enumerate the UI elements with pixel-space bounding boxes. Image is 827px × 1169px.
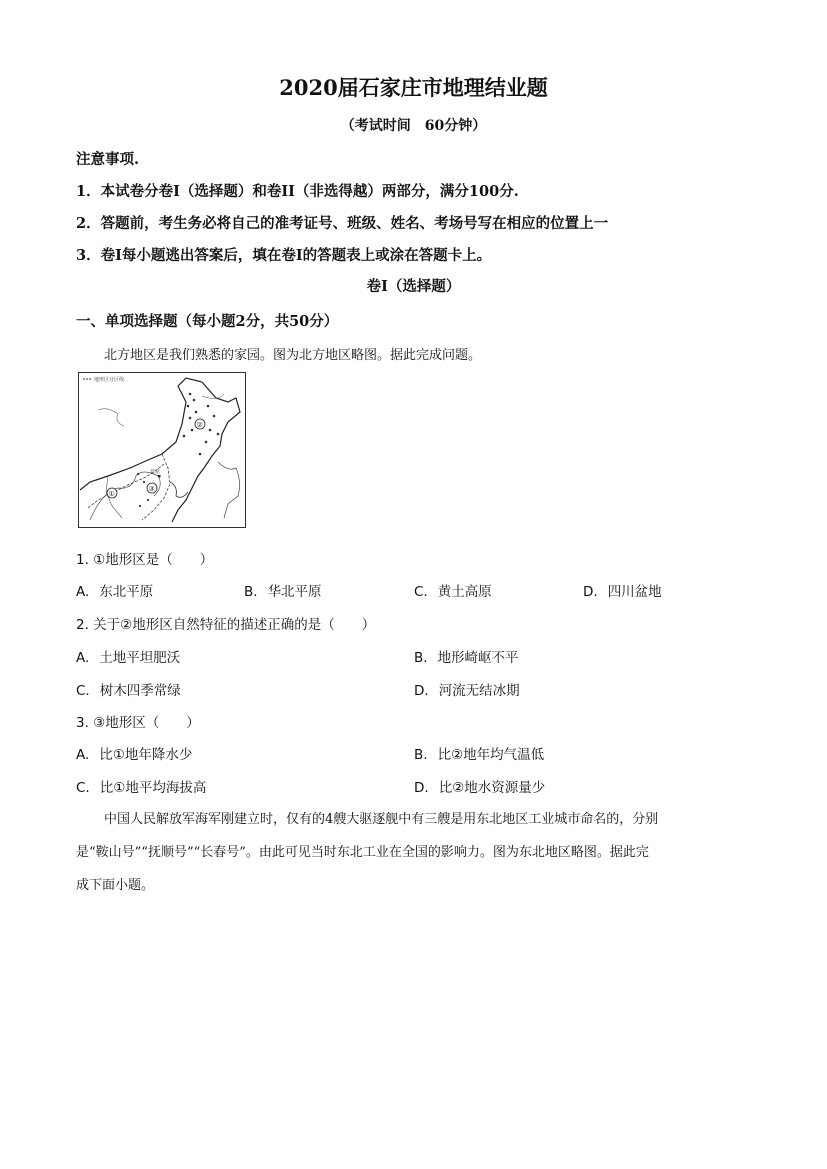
q2-option-c[interactable]: C. 树木四季常绿 [76,683,181,699]
marker-2: ② [196,421,203,429]
q1-option-a[interactable]: A. 东北平原 [76,584,154,600]
intro-text-2-line3: 成下面小题。 [76,878,155,893]
map-frame [79,373,246,528]
beijing-label: 北京 [150,469,161,475]
q3-option-a[interactable]: A. 比①地年降水少 [76,747,193,763]
north-china-map [78,372,246,528]
intro-text-2-line2: 是“鞍山号”“抚顺号”“长春号”。由此可见当时东北工业在全国的影响力。图为东北地区略图。据此完 [76,845,649,860]
q2-option-d[interactable]: D. 河流无结冰期 [414,683,520,699]
q3-option-d[interactable]: D. 比②地水资源量少 [414,780,546,796]
q1-option-d[interactable]: D. 四川盆地 [583,584,662,600]
q1-option-c[interactable]: C. 黄土高原 [414,584,492,600]
question-2-stem: 2. 关于②地形区自然特征的描述正确的是（ ） [76,617,376,633]
q3-option-b[interactable]: B. 比②地年均气温低 [414,747,545,763]
page-title: 2020届石家庄市地理结业题 [279,75,548,100]
note-item-2: 2．答题前，考生务必将自己的准考证号、班级、姓名、考场号写在相应的位置上一 [76,215,609,232]
section-title: 卷I（选择题） [366,278,461,295]
part-title: 一、单项选择题（每小题2分，共50分） [76,313,339,330]
question-3-stem: 3. ③地形区（ ） [76,715,200,731]
note-item-1: 1．本试卷分卷I（选择题）和卷II（非选得越）两部分，满分100分. [76,183,519,200]
marker-3: ③ [148,485,155,493]
map-legend: 地形区分区线 [94,377,125,383]
q1-option-b[interactable]: B. 华北平原 [244,584,322,600]
question-1-stem: 1. ①地形区是（ ） [76,552,214,568]
q3-option-c[interactable]: C. 比①地平均海拔高 [76,780,207,796]
exam-duration: （考试时间 60分钟） [340,118,487,134]
intro-text-1: 北方地区是我们熟悉的家园。图为北方地区略图。据此完成问题。 [104,348,482,363]
beijing-dot [158,475,161,478]
note-item-3: 3．卷I每小题逃出答案后，填在卷I的答题表上或涂在答题卡上。 [76,247,492,264]
intro-text-2-line1: 中国人民解放军海军刚建立时，仅有的4艘大驱逐舰中有三艘是用东北地区工业城市命名的，分别 [104,812,659,827]
q2-option-b[interactable]: B. 地形崎岖不平 [414,650,519,666]
notes-heading: 注意事项. [76,151,140,168]
marker-1: ① [108,490,115,498]
q2-option-a[interactable]: A. 土地平坦肥沃 [76,650,181,666]
